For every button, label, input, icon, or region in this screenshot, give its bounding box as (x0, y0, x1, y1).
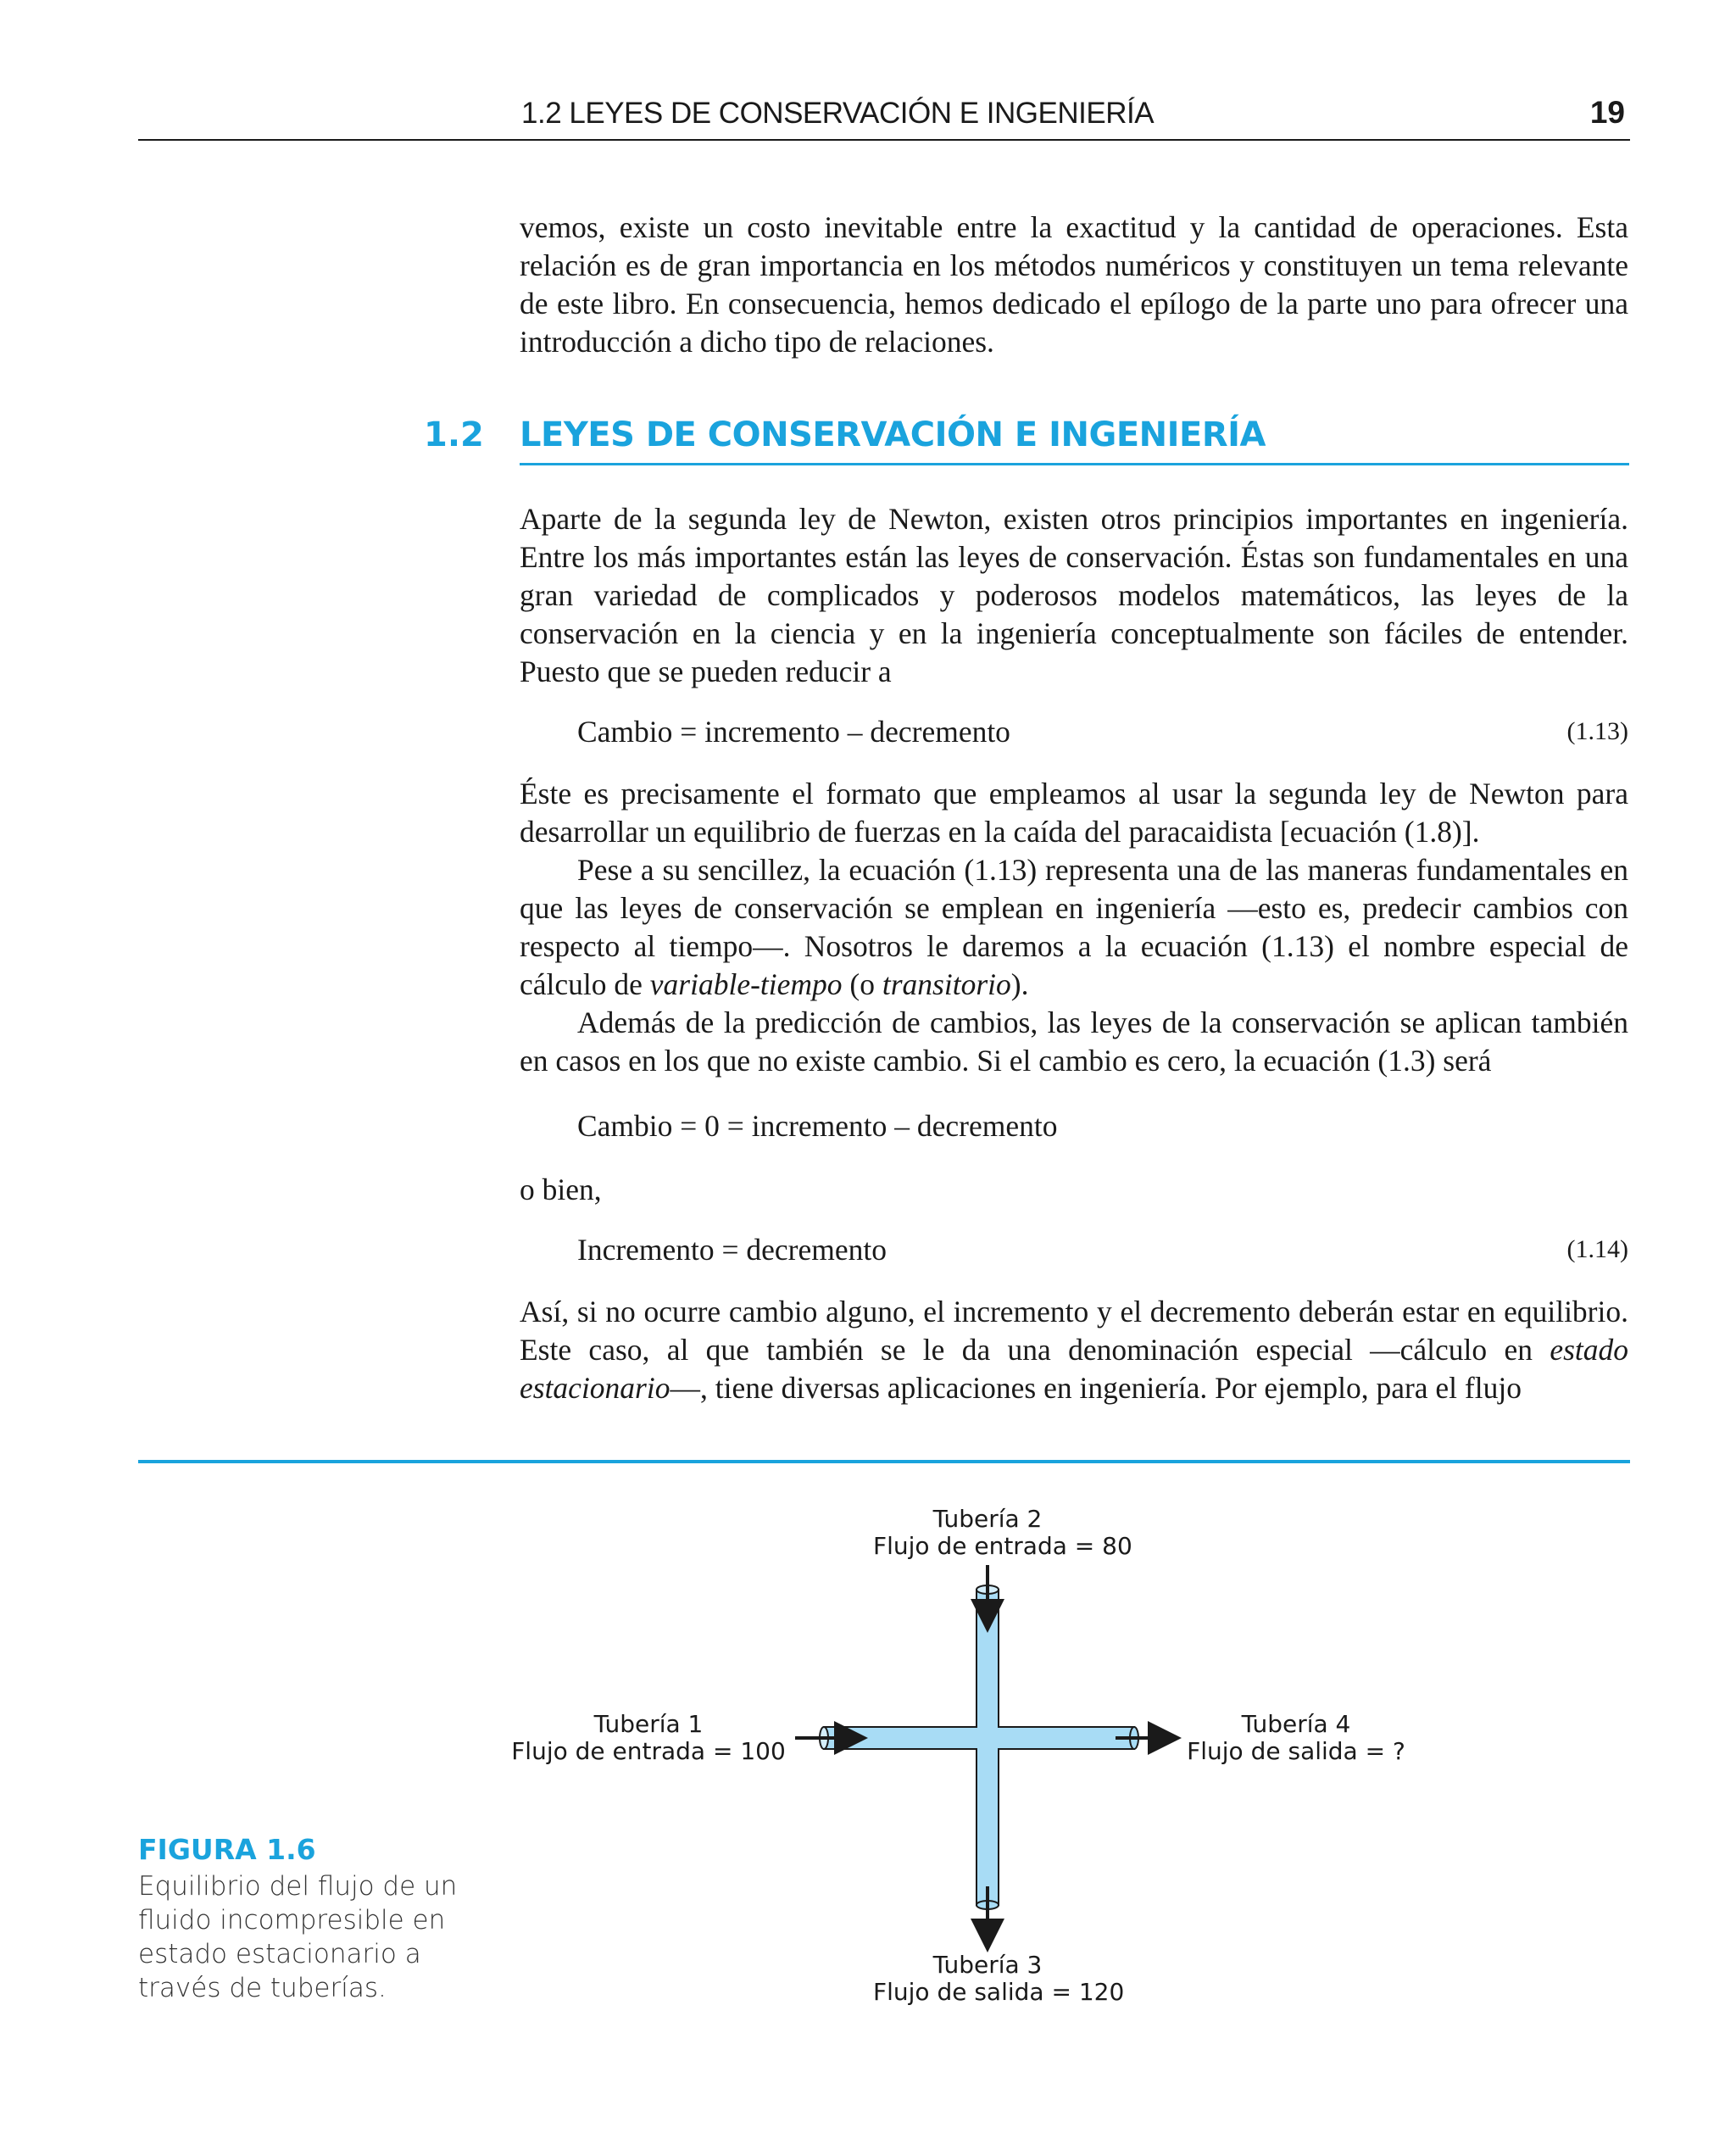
paragraph-4: Además de la predicción de cambios, las leyes de la conservación se aplican también en casos en los que no existe cambio. Si el cambio es cero, la ecuación (1.3) será (520, 1005, 1628, 1078)
equation-1-14-number: (1.14) (1566, 1235, 1628, 1263)
paragraph-6-text-b: —, tiene diversas aplicaciones en ingeniería. Por ejemplo, para el flujo (670, 1371, 1522, 1405)
figure-label: FIGURA 1.6 (138, 1833, 316, 1866)
paragraph-6 (520, 1293, 1628, 1407)
section-number: 1.2 (424, 415, 484, 454)
paragraph-5: o bien, (520, 1172, 602, 1206)
paragraph-3-italic-2: transitorio (882, 967, 1011, 1001)
pipe4-label (1182, 1711, 1410, 1765)
pipe1-name: Tubería 1 (593, 1710, 704, 1738)
paragraph-3-text-b: (o (842, 967, 882, 1001)
paragraph-3 (520, 851, 1628, 1004)
equation-1-14 (577, 1232, 1628, 1271)
intro-block (520, 209, 1628, 361)
pipe2-name: Tubería 2 (932, 1505, 1043, 1533)
pipe-diagram (509, 1492, 1441, 2018)
pipe4-flow: Flujo de salida = ? (1187, 1737, 1405, 1765)
equation-unnumbered-text: Cambio = 0 = incremento – decremento (577, 1109, 1058, 1143)
page-number: 19 (1589, 95, 1625, 130)
paragraph-block-2 (520, 775, 1628, 1080)
pipe2-label (873, 1505, 1132, 1560)
paragraph-1: Aparte de la segunda ley de Newton, existen otros principios importantes en ingeniería. Entre los más importantes están las leyes de conservación. Éstas son fundamentales en una gran variedad de complicados y poderosos modelos matemáticos, las leyes de la conservación en la ciencia y en la ingeniería conceptualmente son fáciles de entender. Puesto que se pueden reducir a (520, 502, 1628, 688)
pipe3-flow: Flujo de salida = 120 (873, 1978, 1125, 2006)
pipe3-label (873, 1951, 1125, 2006)
paragraph-3-text-a: Pese a su sencillez, la ecuación (1.13) representa una de las maneras fundamentales en que las leyes de conservación se emplean en ingeniería —esto es, predecir cambios con respecto al tiempo—. Nosotros le daremos a la ecuación (1.13) el nombre especial de cálculo de (520, 853, 1628, 1001)
paragraph-block-5 (520, 1171, 1628, 1209)
section-heading (424, 415, 1629, 466)
paragraph-6-text-a: Así, si no ocurre cambio alguno, el incremento y el decremento deberán estar en equilibrio. Este caso, al que también se le da una denominación especial —cálculo en (520, 1295, 1628, 1367)
paragraph-6-italic: estado estacionario (520, 1333, 1628, 1405)
pipe2-flow: Flujo de entrada = 80 (873, 1532, 1132, 1560)
pipe4-name: Tubería 4 (1241, 1710, 1351, 1738)
section-rule (520, 463, 1629, 465)
figure-rule (138, 1460, 1630, 1463)
intro-paragraph: vemos, existe un costo inevitable entre la exactitud y la cantidad de operaciones. Esta relación es de gran importancia en los métodos numéricos y constituyen un tema relevante de este libro. En consecuencia, hemos dedicado el epílogo de la parte uno para ofrecer una introducción a dicho tipo de relaciones. (520, 210, 1628, 359)
section-title: LEYES DE CONSERVACIÓN E INGENIERÍA (520, 415, 1266, 454)
pipe1-flow: Flujo de entrada = 100 (511, 1737, 786, 1765)
equation-1-13-number: (1.13) (1566, 717, 1628, 745)
equation-1-14-text: Incremento = decremento (577, 1233, 887, 1267)
equation-unnumbered (577, 1108, 1628, 1147)
running-head (138, 95, 1630, 141)
pipe3-name: Tubería 3 (932, 1951, 1043, 1979)
figure-caption-text: Equilibrio del flujo de un fluido incompresible en estado estacionario a través de tuberías. (138, 1871, 458, 2003)
pipe-cross (820, 1585, 1138, 1909)
equation-1-13-text: Cambio = incremento – decremento (577, 715, 1010, 749)
paragraph-block-6 (520, 1293, 1628, 1407)
paragraph-block-1 (520, 500, 1628, 691)
equation-1-13 (577, 714, 1628, 753)
figure-caption (138, 1833, 494, 2005)
paragraph-2: Éste es precisamente el formato que empleamos al usar la segunda ley de Newton para desarrollar un equilibrio de fuerzas en la caída del paracaidista [ecuación (1.8)]. (520, 777, 1628, 849)
paragraph-3-text-c: ). (1010, 967, 1029, 1001)
pipe1-label (509, 1711, 788, 1765)
paragraph-3-italic-1: variable-tiempo (649, 967, 843, 1001)
running-head-title: 1.2 LEYES DE CONSERVACIÓN E INGENIERÍA (521, 97, 1155, 130)
